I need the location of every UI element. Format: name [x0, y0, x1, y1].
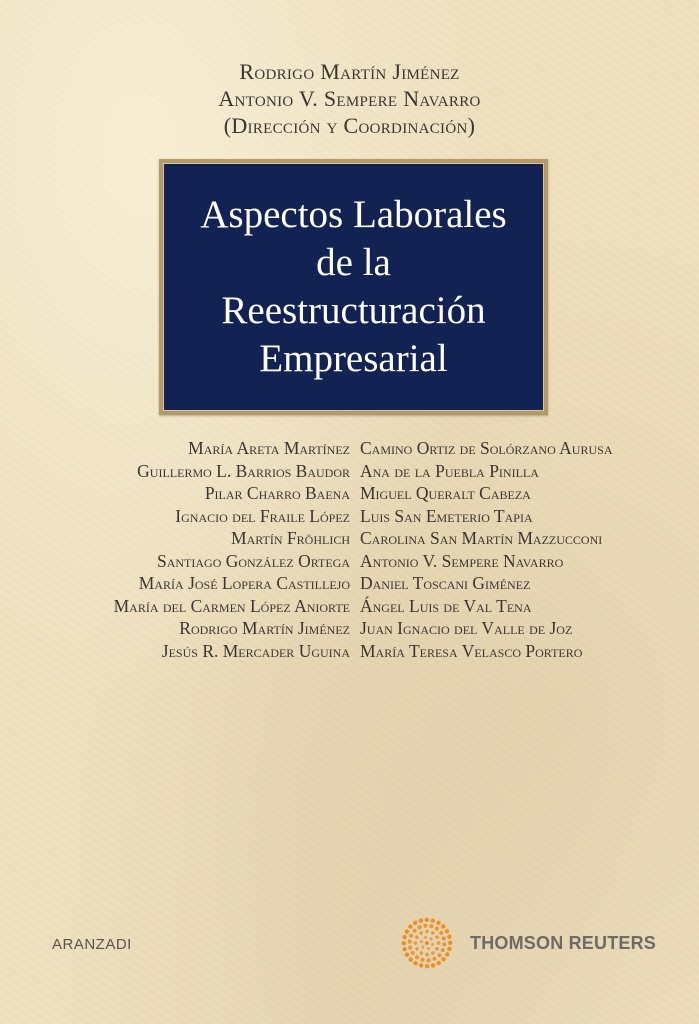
director-name: Antonio V. Sempere Navarro — [218, 86, 481, 111]
book-title-line: Aspectos Laborales — [200, 193, 507, 236]
book-title-line: Empresarial — [259, 337, 448, 380]
author-name: Carolina San Martín Mazzucconi — [360, 528, 603, 548]
director-name: Rodrigo Martín Jiménez — [239, 59, 460, 84]
directors-block — [0, 58, 699, 139]
author-name: Pilar Charro Baena — [204, 483, 350, 503]
author-name: Martín Fröhlich — [231, 528, 350, 548]
author-name: Camino Ortiz de Solórzano Aurusa — [360, 438, 613, 458]
author-name: Juan Ignacio del Valle de Joz — [360, 618, 573, 638]
author-name: Santiago González Ortega — [156, 550, 350, 571]
authors-column-right — [360, 437, 613, 662]
directors-role: (Dirección y Coordinación) — [223, 113, 476, 138]
author-name: María Areta Martínez — [188, 438, 350, 458]
author-name: Ángel Luis de Val Tena — [360, 595, 532, 616]
author-name: Daniel Toscani Giménez — [360, 573, 531, 593]
book-title-line: Reestructuración — [221, 289, 486, 332]
publisher-name: THOMSON REUTERS — [470, 932, 657, 953]
publisher-aranzadi: ARANZADI — [52, 936, 132, 953]
book-title-line: de la — [316, 241, 391, 284]
author-name: Jesús R. Mercader Uguina — [161, 640, 350, 661]
author-name: Ana de la Puebla Pinilla — [360, 460, 539, 481]
title-frame — [159, 159, 548, 415]
author-name: Miguel Queralt Cabeza — [360, 483, 531, 503]
book-title-box — [163, 163, 544, 411]
thomson-reuters-dot-sun-icon — [398, 914, 456, 972]
author-name: Antonio V. Sempere Navarro — [360, 550, 564, 571]
authors-column-left — [114, 437, 350, 662]
author-name: Guillermo L. Barrios Baudor — [137, 460, 350, 481]
author-name: María del Carmen López Aniorte — [113, 595, 350, 616]
author-name: María José Lopera Castillejo — [138, 573, 350, 593]
author-name: Rodrigo Martín Jiménez — [179, 618, 350, 638]
author-name: Luis San Emeterio Tapia — [360, 505, 533, 526]
publisher-thomson-reuters — [398, 918, 656, 968]
author-name: María Teresa Velasco Portero — [360, 640, 583, 661]
author-name: Ignacio del Fraile López — [175, 505, 350, 526]
